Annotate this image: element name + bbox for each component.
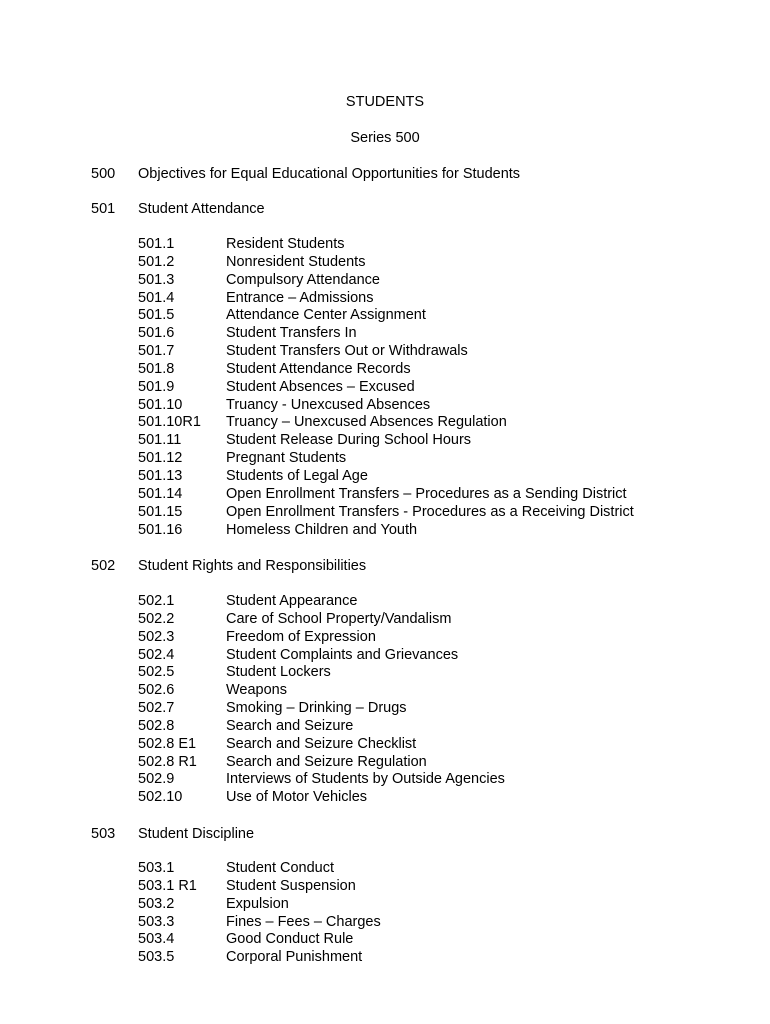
list-item — [138, 522, 634, 540]
item-code: 503.5 — [138, 949, 175, 966]
item-title: Truancy – Unexcused Absences Regulation — [226, 414, 507, 431]
section-number: 503 — [91, 826, 116, 842]
item-title: Student Appearance — [226, 593, 358, 609]
list-item — [138, 290, 634, 308]
list-item — [138, 450, 634, 468]
item-title: Student Attendance Records — [226, 360, 411, 377]
item-title: Pregnant Students — [226, 450, 347, 467]
list-item — [138, 468, 634, 486]
item-title: Corporal Punishment — [226, 949, 363, 966]
item-code: 501.16 — [138, 521, 183, 538]
section-number: 500 — [91, 166, 116, 182]
item-title: Homeless Children and Youth — [226, 521, 418, 538]
list-item — [138, 432, 634, 450]
item-title: Good Conduct Rule — [226, 931, 354, 948]
item-title: Weapons — [226, 682, 287, 699]
section-501-heading — [91, 200, 265, 218]
item-title: Student Transfers Out or Withdrawals — [226, 343, 468, 360]
item-code: 503.3 — [138, 913, 175, 930]
list-item — [138, 504, 634, 522]
item-code: 501.2 — [138, 253, 175, 270]
item-title: Use of Motor Vehicles — [226, 789, 368, 806]
item-code: 501.13 — [138, 467, 183, 484]
item-title: Interviews of Students by Outside Agencies — [226, 771, 505, 788]
item-code: 501.12 — [138, 450, 183, 467]
item-code: 503.4 — [138, 931, 175, 948]
item-code: 501.6 — [138, 325, 175, 342]
section-502-heading — [91, 557, 366, 575]
list-item — [138, 718, 505, 736]
list-item — [138, 754, 505, 772]
item-title: Open Enrollment Transfers - Procedures as a Receiving District — [226, 503, 634, 520]
document-title: STUDENTS — [345, 94, 425, 110]
list-item — [138, 307, 634, 325]
item-code: 502.4 — [138, 646, 175, 663]
item-code: 502.6 — [138, 682, 175, 699]
item-code: 502.7 — [138, 700, 175, 717]
item-title: Search and Seizure Regulation — [226, 753, 427, 770]
item-code: 501.3 — [138, 271, 175, 288]
item-code: 502.2 — [138, 610, 175, 627]
item-title: Search and Seizure — [226, 717, 354, 734]
list-item — [138, 736, 505, 754]
list-item — [138, 611, 505, 629]
list-item — [138, 860, 381, 878]
item-code: 503.2 — [138, 895, 175, 912]
section-500-heading — [91, 165, 520, 183]
section-503-list — [138, 860, 381, 967]
item-code: 501.11 — [138, 432, 182, 449]
list-item — [138, 700, 505, 718]
item-title: Student Release During School Hours — [226, 432, 472, 449]
list-item — [138, 343, 634, 361]
item-title: Compulsory Attendance — [226, 271, 380, 288]
item-code: 502.1 — [138, 593, 175, 609]
item-title: Student Complaints and Grievances — [226, 646, 459, 663]
item-title: Student Suspension — [226, 877, 356, 894]
item-code: 502.5 — [138, 664, 175, 681]
item-title: Students of Legal Age — [226, 467, 368, 484]
list-item — [138, 664, 505, 682]
list-item — [138, 486, 634, 504]
item-code: 502.8 E1 — [138, 735, 197, 752]
item-title: Expulsion — [226, 895, 289, 912]
item-title: Student Conduct — [226, 860, 335, 876]
item-code: 501.9 — [138, 378, 175, 395]
item-title: Open Enrollment Transfers – Procedures as a Sending District — [226, 485, 627, 502]
list-item — [138, 379, 634, 397]
section-501-list — [138, 236, 634, 539]
section-503-heading — [91, 825, 254, 843]
item-code: 501.7 — [138, 343, 175, 360]
item-title: Search and Seizure Checklist — [226, 735, 417, 752]
list-item — [138, 878, 381, 896]
section-title: Student Discipline — [138, 826, 255, 842]
item-code: 503.1 R1 — [138, 877, 197, 894]
item-code: 501.14 — [138, 485, 183, 502]
item-code: 502.10 — [138, 789, 183, 806]
item-title: Attendance Center Assignment — [226, 307, 426, 324]
item-code: 502.9 — [138, 771, 175, 788]
document-subtitle: Series 500 — [350, 130, 420, 146]
section-title: Objectives for Equal Educational Opportunities for Students — [138, 166, 521, 182]
item-title: Freedom of Expression — [226, 628, 376, 645]
item-title: Entrance – Admissions — [226, 289, 374, 306]
list-item — [138, 931, 381, 949]
item-title: Student Lockers — [226, 664, 331, 681]
list-item — [138, 361, 634, 379]
item-title: Care of School Property/Vandalism — [226, 610, 452, 627]
item-code: 501.8 — [138, 360, 175, 377]
list-item — [138, 789, 505, 807]
item-title: Truancy - Unexcused Absences — [226, 396, 431, 413]
item-code: 502.3 — [138, 628, 175, 645]
list-item — [138, 236, 634, 254]
item-title: Fines – Fees – Charges — [226, 913, 381, 930]
item-code: 501.10 — [138, 396, 183, 413]
list-item — [138, 914, 381, 932]
list-item — [138, 593, 505, 611]
item-title: Student Absences – Excused — [226, 378, 415, 395]
item-title: Smoking – Drinking – Drugs — [226, 700, 407, 717]
item-code: 503.1 — [138, 860, 175, 876]
item-code: 501.4 — [138, 289, 175, 306]
list-item — [138, 896, 381, 914]
item-code: 501.10R1 — [138, 414, 201, 431]
list-item — [138, 771, 505, 789]
item-code: 501.15 — [138, 503, 183, 520]
item-code: 502.8 R1 — [138, 753, 197, 770]
list-item — [138, 647, 505, 665]
section-number: 501 — [91, 201, 116, 217]
list-item — [138, 254, 634, 272]
item-code: 502.8 — [138, 717, 175, 734]
item-title: Student Transfers In — [226, 325, 357, 342]
list-item — [138, 414, 634, 432]
section-title: Student Rights and Responsibilities — [138, 558, 367, 574]
item-title: Resident Students — [226, 236, 345, 252]
section-502-list — [138, 593, 505, 807]
section-number: 502 — [91, 558, 116, 574]
list-item — [138, 272, 634, 290]
section-title: Student Attendance — [138, 201, 265, 217]
list-item — [138, 629, 505, 647]
list-item — [138, 325, 634, 343]
list-item — [138, 397, 634, 415]
list-item — [138, 682, 505, 700]
item-title: Nonresident Students — [226, 253, 366, 270]
list-item — [138, 949, 381, 967]
item-code: 501.1 — [138, 236, 175, 252]
item-code: 501.5 — [138, 307, 175, 324]
